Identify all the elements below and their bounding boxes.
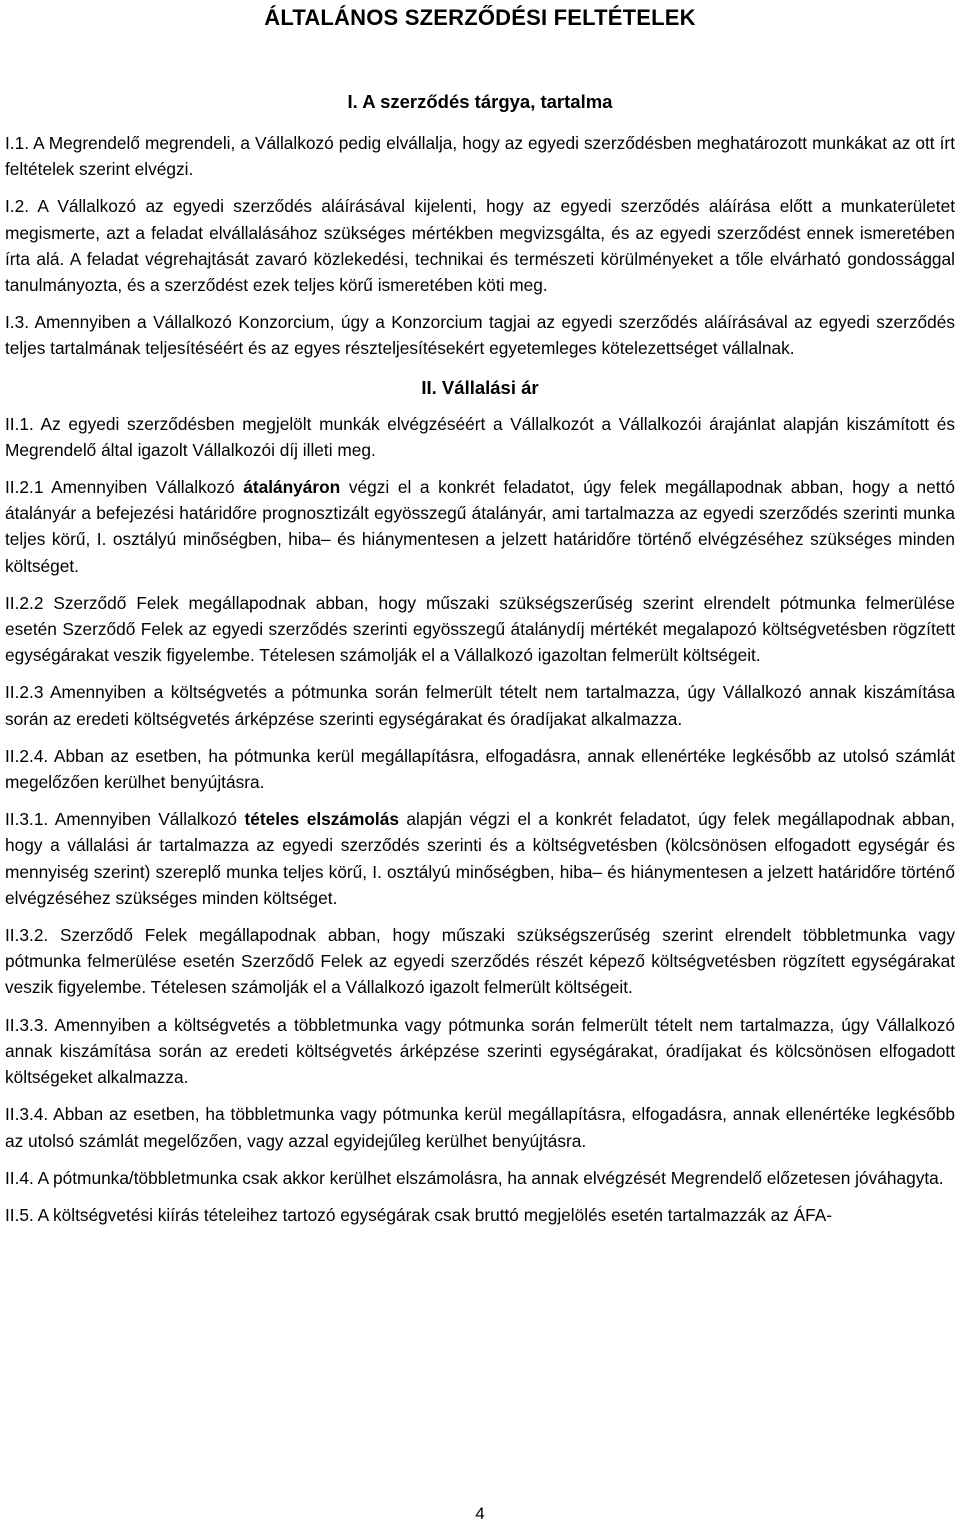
paragraph-2-2-4: II.2.4. Abban az esetben, ha pótmunka kerül megállapításra, elfogadásra, annak ellenértéke legkésőbb az utolsó számlát megelőzően kerülhet benyújtásra. bbox=[5, 745, 955, 793]
paragraph-2-2-1-rest: végzi el a konkrét feladatot, úgy felek megállapodnak abban, hogy a nettó átalányár a befejezési határidőre prognosztizált egyösszegű átalányár, ami tartalmazza az egyedi szerződés szerinti munka teljes körű, I. osztályú minőségben, hiba– és hiánymentesen a jelzett határidőre történő elvégzéséhez szükséges minden költséget. bbox=[5, 477, 955, 576]
paragraph-2-3-2: II.3.2. Szerződő Felek megállapodnak abban, hogy műszaki szükségszerűség szerint elrendelt többletmunka vagy pótmunka felmerülése esetén Szerződő Felek az egyedi szerződés részét képező költségvetésben rögzített egységárakat veszik figyelembe. Tételesen számolják el a Vállalkozó igazolt felmerült költségeit. bbox=[5, 925, 955, 998]
paragraph-2-3-3: II.3.3. Amennyiben a költségvetés a többletmunka vagy pótmunka során felmerült tételt nem tartalmazza, úgy Vállalkozó annak kiszámítása során az eredeti költségvetés árképzése szerinti egységárakat, óradíjakat és kölcsönösen elfogadott költségeket alkalmazza. bbox=[5, 1014, 955, 1088]
paragraph-1-1: I.1. A Megrendelő megrendeli, a Vállalkozó pedig elvállalja, hogy az egyedi szerződésben meghatározott munkákat az ott írt feltételek szerint elvégzi. bbox=[5, 133, 955, 180]
document-title: ÁLTALÁNOS SZERZŐDÉSI FELTÉTELEK bbox=[264, 5, 696, 30]
paragraph-1-3: I.3. Amennyiben a Vállalkozó Konzorcium, úgy a Konzorcium tagjai az egyedi szerződés aláírásával az egyedi szerződés teljes tartalmának teljesítéséért és az egyes részteljesítésekért egyetemleges kötelezettséget vállalnak. bbox=[5, 312, 955, 359]
page-number: 4 bbox=[475, 1504, 485, 1523]
paragraph-2-2-1 bbox=[5, 474, 955, 579]
paragraph-2-3-1-emphasis: tételes elszámolás bbox=[244, 809, 399, 830]
section-heading-2: II. Vállalási ár bbox=[421, 376, 539, 398]
paragraph-2-4: II.4. A pótmunka/többletmunka csak akkor kerülhet elszámolásra, ha annak elvégzését Megrendelő előzetesen jóváhagyta. bbox=[5, 1167, 944, 1188]
paragraph-1-2: I.2. A Vállalkozó az egyedi szerződés aláírásával kijelenti, hogy az egyedi szerződés aláírása előtt a munkaterületet megismerte, azt a feladat elvállalásához szükséges mértékben megvizsgálta, és az egyedi szerződést ennek ismeretében írta alá. A feladat végrehajtását zavaró közlekedési, technikai és természeti körülményeket a tőle elvárható gondossággal tanulmányozta, és a szerződést ezek teljes körű ismeretében köti meg. bbox=[5, 196, 955, 296]
section-heading-1: I. A szerződés tárgya, tartalma bbox=[347, 91, 613, 112]
paragraph-2-3-4: II.3.4. Abban az esetben, ha többletmunka vagy pótmunka kerül megállapításra, elfogadásra, annak ellenértéke legkésőbb az utolsó számlát megelőzően, vagy azzal egyidejűleg kerülhet benyújtásra. bbox=[5, 1104, 955, 1151]
paragraph-2-3-1-rest: alapján végzi el a konkrét feladatot, úgy felek megállapodnak abban, hogy a vállalási ár tartalmazza az egyedi szerződés szerinti és a költségvetésben (kölcsönösen elfogadott egységár és mennyiség szerint) szereplő munka teljes körű, I. osztályú minőségben, hiba– és hiánymentesen a jelzett határidőre történő elvégzéséhez szükséges minden költséget. bbox=[5, 809, 955, 908]
paragraph-2-2-3: II.2.3 Amennyiben a költségvetés a pótmunka során felmerült tételt nem tartalmazza, úgy Vállalkozó annak kiszámítása során az eredeti költségvetés árképzése szerinti egységárakat és óradíjakat alkalmazza. bbox=[5, 682, 955, 729]
paragraph-2-2-1-emphasis: átalányáron bbox=[243, 477, 341, 498]
document-page bbox=[0, 4, 960, 1525]
paragraph-2-1: II.1. Az egyedi szerződésben megjelölt munkák elvégzéséért a Vállalkozót a Vállalkozói árajánlat alapján kiszámított és Megrendelő által igazolt Vállalkozói díj illeti meg. bbox=[5, 413, 955, 460]
paragraph-2-5: II.5. A költségvetési kiírás tételeihez tartozó egységárak csak bruttó megjelölés esetén tartalmazzák az ÁFA- bbox=[5, 1204, 833, 1225]
paragraph-2-2-2: II.2.2 Szerződő Felek megállapodnak abban, hogy műszaki szükségszerűség szerint elrendelt pótmunka felmerülése esetén Szerződő Felek az egyedi szerződés szerinti egyösszegű átalánydíj mértékét megalapozó költségvetésben rögzített egységárakat veszik figyelembe. Tételesen számolják el a Vállalkozó igazoltan felmerült költségeit. bbox=[5, 592, 955, 666]
paragraph-2-3-1 bbox=[5, 806, 955, 911]
paragraph-2-2-1-start: II.2.1 Amennyiben Vállalkozó bbox=[5, 477, 244, 498]
paragraph-2-3-1-start: II.3.1. Amennyiben Vállalkozó bbox=[5, 809, 245, 830]
